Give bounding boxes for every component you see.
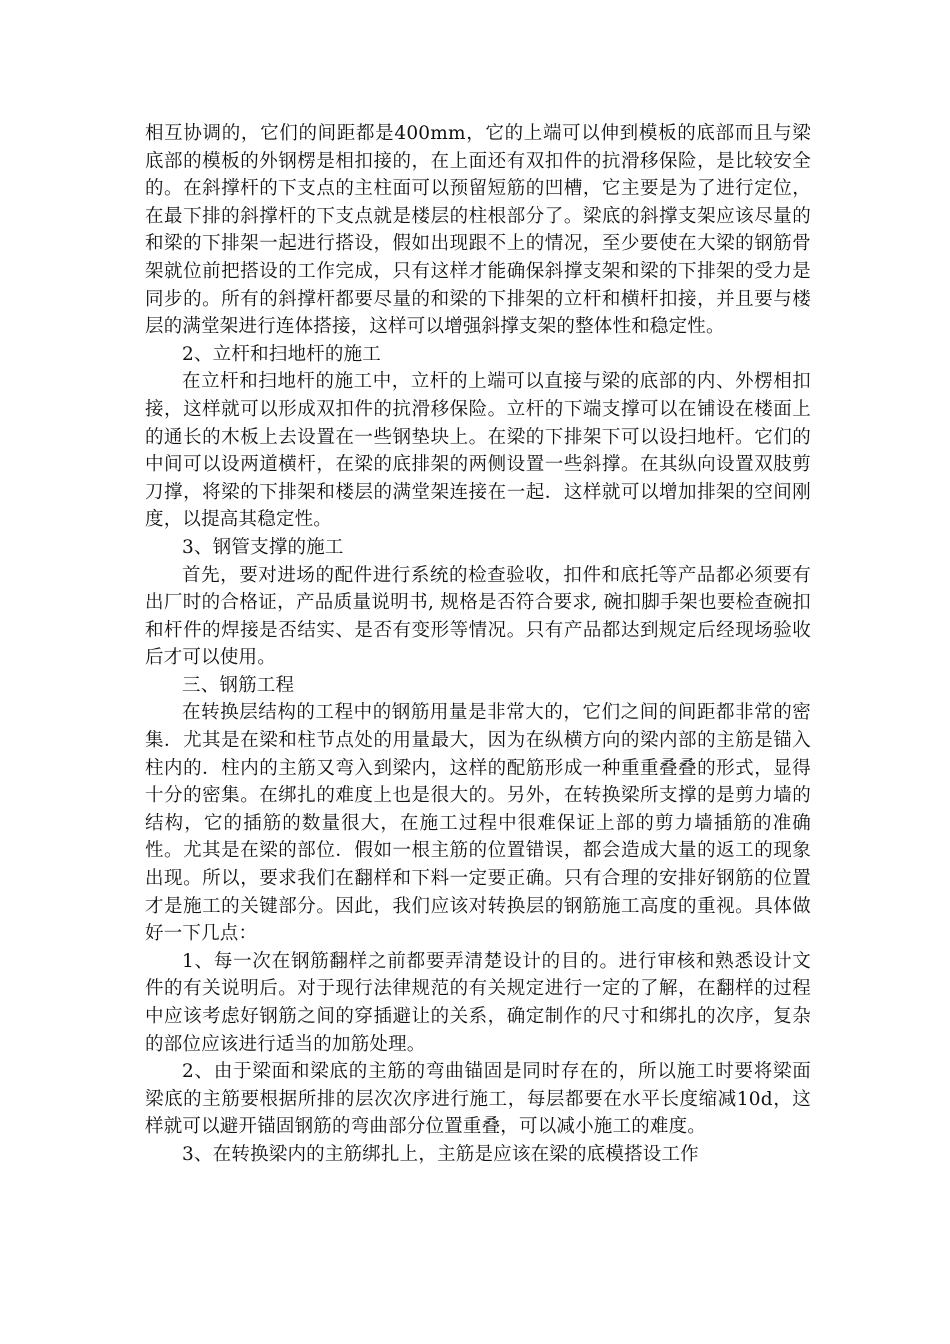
document-page [145, 120, 811, 1169]
section-heading-rebar: 三、钢筋工程 [182, 674, 295, 696]
section-heading-pole-sweep: 2、立杆和扫地杆的施工 [182, 343, 381, 365]
paragraph-rebar-intro: 在转换层结构的工程中的钢筋用量是非常大的，它们之间的间距都非常的密集．尤其是在梁和柱节点处的用量最大，因为在纵横方向的梁内部的主筋是锚入柱内的．柱内的主筋又弯入到梁内，这样的配筋形成一种重重叠叠的形式，显得十分的密集。在绑扎的难度上也是很大的。另外，在转换梁所支撑的是剪力墙的结构，它的插筋的数量很大，在施工过程中很难保证上部的剪力墙插筋的准确性。尤其是在梁的部位．假如一根主筋的位置错误，都会造成大量的返工的现象出现。所以，要求我们在翻样和下料一定要正确。只有合理的安排好钢筋的位置才是施工的关键部分。因此，我们应该对转换层的钢筋施工高度的重视。具体做好一下几点： [145, 702, 811, 945]
paragraph-rebar-point-2: 2、由于梁面和梁底的主筋的弯曲锚固是同时存在的，所以施工时要将梁面梁底的主筋要根据所排的层次次序进行施工，每层都要在水平长度缩减10d，这样就可以避开锚固钢筋的弯曲部分位置重叠，可以减小施工的难度。 [145, 1061, 811, 1138]
paragraph-continuation: 相互协调的，它们的间距都是400mm，它的上端可以伸到模板的底部而且与梁底部的模板的外钢楞是相扣接的，在上面还有双扣件的抗滑移保险，是比较安全的。在斜撑杆的下支点的主柱面可以预留短筋的凹槽，它主要是为了进行定位，在最下排的斜撑杆的下支点就是楼层的柱根部分了。梁底的斜撑支架应该尽量的和梁的下排架一起进行搭设，假如出现跟不上的情况，至少要使在大梁的钢筋骨架就位前把搭设的工作完成，只有这样才能确保斜撑支架和梁的下排架的受力是同步的。所有的斜撑杆都要尽量的和梁的下排架的立杆和横杆扣接，并且要与楼层的满堂架进行连体搭接，这样可以增强斜撑支架的整体性和稳定性。 [145, 123, 811, 338]
section-heading-steel-pipe: 3、钢管支撑的施工 [182, 536, 344, 558]
paragraph-pole-sweep: 在立杆和扫地杆的施工中，立杆的上端可以直接与梁的底部的内、外楞相扣接，这样就可以形成双扣件的抗滑移保险。立杆的下端支撑可以在铺设在楼面上的通长的木板上去设置在一些钢垫块上。在梁的下排架下可以设扫地杆。它们的中间可以设两道横杆，在梁的底排架的两侧设置一些斜撑。在其纵向设置双肢剪刀撑，将梁的下排架和楼层的满堂架连接在一起．这样就可以增加排架的空间刚度，以提高其稳定性。 [145, 371, 811, 531]
paragraph-steel-pipe: 首先，要对进场的配件进行系统的检查验收，扣件和底托等产品都必须要有出厂时的合格证，产品质量说明书, 规格是否符合要求, 碗扣脚手架也要检查碗扣和杆件的焊接是否结实、是否有变形等情况。只有产品都达到规定后经现场验收后才可以使用。 [145, 564, 811, 669]
paragraph-rebar-point-3: 3、在转换梁内的主筋绑扎上，主筋是应该在梁的底模搭设工作 [182, 1143, 699, 1165]
paragraph-rebar-point-1: 1、每一次在钢筋翻样之前都要弄清楚设计的目的。进行审核和熟悉设计文件的有关说明后。对于现行法律规范的有关规定进行一定的了解，在翻样的过程中应该考虑好钢筋之间的穿插避让的关系，确定制作的尺寸和绑扎的次序，复杂的部位应该进行适当的加筋处理。 [145, 950, 811, 1055]
